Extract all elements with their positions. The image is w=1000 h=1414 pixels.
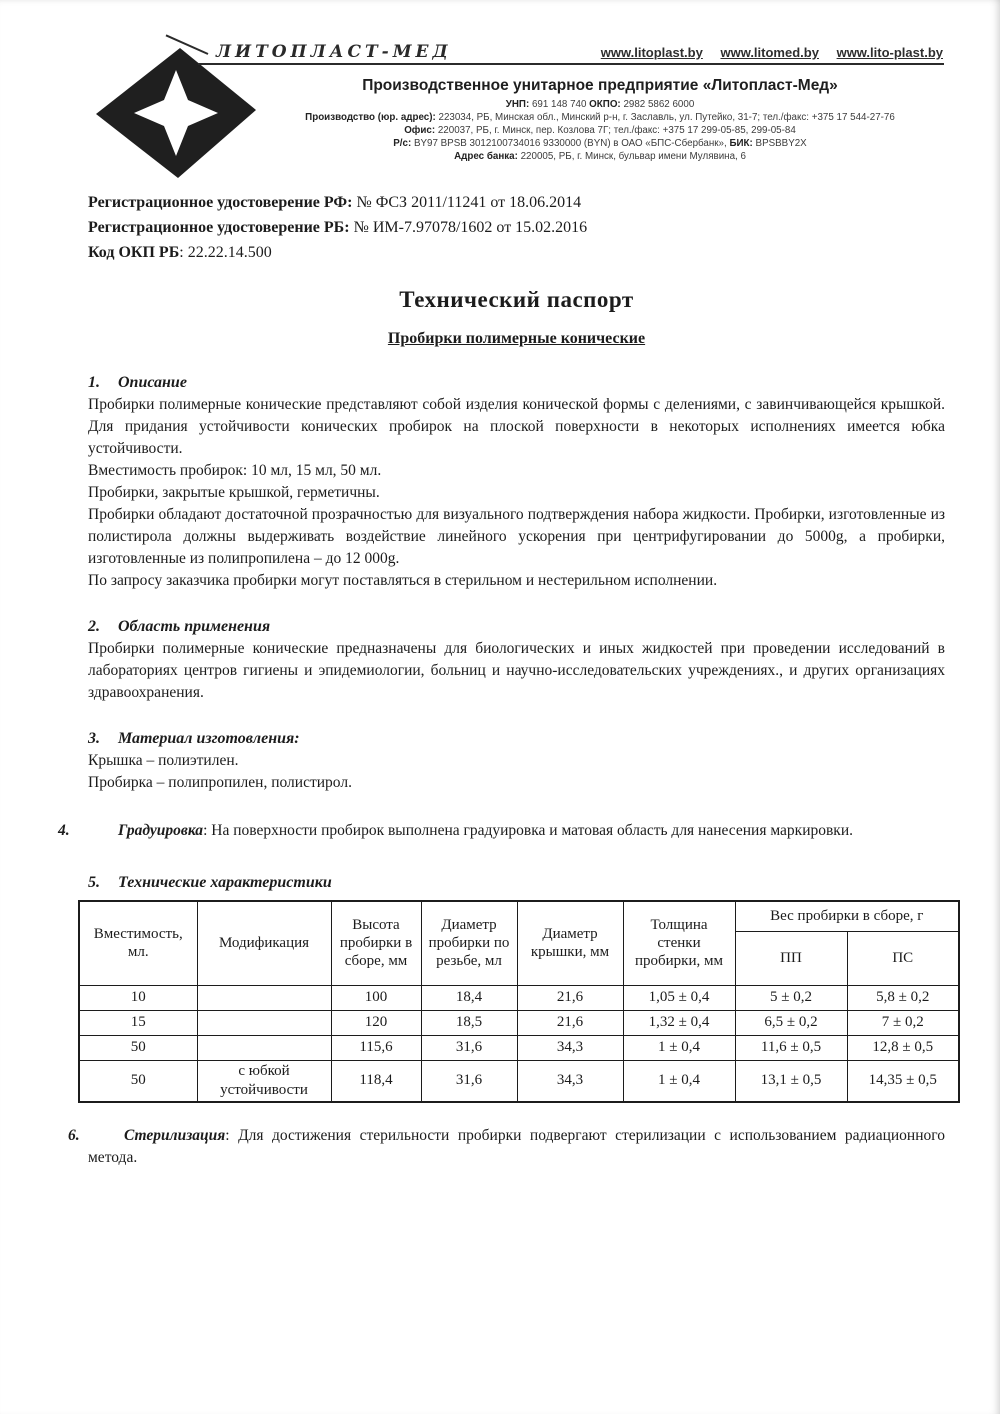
website-link-litomed: www.litomed.by bbox=[720, 45, 819, 60]
website-link-lito-plast: www.lito-plast.by bbox=[836, 45, 943, 60]
okpo-value: 2982 5862 6000 bbox=[623, 99, 695, 110]
column-header-height: Высота пробирки в сборе, мм bbox=[331, 901, 421, 985]
table-row bbox=[79, 985, 959, 1010]
website-link-litoplast: www.litoplast.by bbox=[600, 45, 703, 60]
table-cell: 120 bbox=[331, 1010, 421, 1035]
table-cell: 50 bbox=[79, 1035, 197, 1060]
section-4-text: : На поверхности пробирок выполнена градуировка и матовая область для нанесения маркировки. bbox=[203, 822, 854, 839]
bank-account-line bbox=[250, 137, 950, 150]
diamond-star-icon bbox=[94, 46, 258, 180]
table-cell: 100 bbox=[331, 985, 421, 1010]
section-1-number: 1. bbox=[88, 374, 100, 391]
table-cell bbox=[197, 1010, 331, 1035]
section-2-paragraph-1: Пробирки полимерные конические предназначены для биологических и иных жидкостей при проведении исследований в лабораториях центров гигиены и эпидемиологии, больниц и научно-исследовательских учреждениях., и других организациях здравоохранения. bbox=[88, 640, 945, 701]
production-value: 223034, РБ, Минская обл., Минский р-н, г. Заславль, ул. Путейко, 31-7; тел./факс: +375 17 544-27-76 bbox=[438, 112, 895, 123]
office-address-line bbox=[250, 124, 950, 137]
table-cell: 15 bbox=[79, 1010, 197, 1035]
document-title: Технический паспорт bbox=[399, 287, 634, 312]
column-header-capacity: Вместимость, мл. bbox=[79, 901, 197, 985]
unp-value: 691 148 740 bbox=[531, 99, 587, 110]
column-header-thread-diameter: Диаметр пробирки по резьбе, мл bbox=[421, 901, 517, 985]
company-details bbox=[250, 77, 950, 163]
section-3-line-2: Пробирка – полипропилен, полистирол. bbox=[88, 774, 352, 791]
table-cell: 6,5 ± 0,2 bbox=[735, 1010, 847, 1035]
registration-rf-value: № ФСЗ 2011/11241 от 18.06.2014 bbox=[356, 194, 582, 211]
section-4-number: 4. bbox=[58, 822, 70, 839]
section-5-title: Технические характеристики bbox=[118, 874, 332, 891]
column-header-pp: ПП bbox=[735, 931, 847, 985]
section-5-number: 5. bbox=[88, 874, 100, 891]
account-label: Р/с: bbox=[393, 138, 412, 149]
bik-label: БИК: bbox=[729, 138, 753, 149]
section-2-number: 2. bbox=[88, 618, 100, 635]
specifications-table bbox=[78, 900, 960, 1103]
okp-code-label: Код ОКП РБ bbox=[88, 244, 180, 261]
section-6-paragraph bbox=[68, 1125, 945, 1169]
okpo-label: ОКПО: bbox=[589, 99, 621, 110]
table-cell: 34,3 bbox=[517, 1035, 623, 1060]
column-header-wall-thickness: Толщина стенки пробирки, мм bbox=[623, 901, 735, 985]
registration-rb-label: Регистрационное удостоверение РБ: bbox=[88, 219, 350, 236]
column-header-weight: Вес пробирки в сборе, г bbox=[735, 901, 959, 931]
table-cell: 11,6 ± 0,5 bbox=[735, 1035, 847, 1060]
registration-rf-line bbox=[88, 190, 945, 215]
section-4-paragraph bbox=[58, 820, 945, 842]
section-3-number: 3. bbox=[88, 730, 100, 747]
table-cell: 13,1 ± 0,5 bbox=[735, 1060, 847, 1102]
table-cell: 10 bbox=[79, 985, 197, 1010]
unp-label: УНП: bbox=[505, 99, 530, 110]
table-cell: 12,8 ± 0,5 bbox=[847, 1035, 959, 1060]
table-cell: 18,4 bbox=[421, 985, 517, 1010]
table-cell: 1 ± 0,4 bbox=[623, 1035, 735, 1060]
document-body bbox=[58, 190, 945, 1169]
section-6-title: Стерилизация bbox=[124, 1126, 226, 1144]
office-value: 220037, РБ, г. Минск, пер. Козлова 7Г; тел./факс: +375 17 299-05-85, 299-05-84 bbox=[437, 125, 796, 136]
table-cell: 18,5 bbox=[421, 1010, 517, 1035]
section-6-text: : Для достижения стерильности пробирки подвергают стерилизации с использованием радиационного метода. bbox=[88, 1126, 945, 1166]
table-cell: 21,6 bbox=[517, 1010, 623, 1035]
website-links bbox=[587, 45, 943, 60]
section-1-paragraph-2: Вместимость пробирок: 10 мл, 15 мл, 50 мл. bbox=[88, 462, 382, 479]
table-cell: 31,6 bbox=[421, 1060, 517, 1102]
production-label: Производство (юр. адрес): bbox=[305, 112, 436, 123]
okp-code-value: : 22.22.14.500 bbox=[179, 244, 272, 261]
table-cell: 7 ± 0,2 bbox=[847, 1010, 959, 1035]
section-3-heading bbox=[88, 730, 945, 748]
bank-value: 220005, РБ, г. Минск, бульвар имени Мулявина, 6 bbox=[520, 151, 746, 162]
column-header-ps: ПС bbox=[847, 931, 959, 985]
registration-rb-line bbox=[88, 215, 945, 240]
table-row bbox=[79, 1035, 959, 1060]
bik-value: BPSBBY2X bbox=[755, 138, 807, 149]
column-header-cap-diameter: Диаметр крышки, мм bbox=[517, 901, 623, 985]
section-3-title: Материал изготовления: bbox=[118, 730, 300, 747]
section-2-title: Область применения bbox=[118, 618, 271, 635]
table-cell: 1,05 ± 0,4 bbox=[623, 985, 735, 1010]
table-cell bbox=[197, 985, 331, 1010]
table-cell: 31,6 bbox=[421, 1035, 517, 1060]
table-cell: 34,3 bbox=[517, 1060, 623, 1102]
table-cell: 5,8 ± 0,2 bbox=[847, 985, 959, 1010]
table-cell: 115,6 bbox=[331, 1035, 421, 1060]
section-2-heading bbox=[88, 618, 945, 636]
section-3-line-1: Крышка – полиэтилен. bbox=[88, 752, 239, 769]
column-header-modification: Модификация bbox=[197, 901, 331, 985]
okp-code-line bbox=[88, 240, 945, 265]
logo-wordmark: ЛИТОПЛАСТ-МЕД bbox=[216, 42, 452, 62]
table-cell: 118,4 bbox=[331, 1060, 421, 1102]
table-cell bbox=[197, 1035, 331, 1060]
table-cell: с юбкой устойчивости bbox=[197, 1060, 331, 1102]
table-cell: 50 bbox=[79, 1060, 197, 1102]
section-1-paragraph-3: Пробирки, закрытые крышкой, герметичны. bbox=[88, 484, 380, 501]
table-cell: 21,6 bbox=[517, 985, 623, 1010]
table-cell: 5 ± 0,2 bbox=[735, 985, 847, 1010]
section-5-heading bbox=[88, 874, 945, 892]
account-value: BY97 BPSB 3012100734016 9330000 (BYN) в ОАО «БПС-Сбербанк», bbox=[413, 138, 727, 149]
bank-label: Адрес банка: bbox=[454, 151, 518, 162]
registration-rb-value: № ИМ-7.97078/1602 от 15.02.2016 bbox=[353, 219, 588, 236]
registration-rf-label: Регистрационное удостоверение РФ: bbox=[88, 194, 353, 211]
document-subtitle: Пробирки полимерные конические bbox=[387, 330, 646, 347]
table-cell: 1,32 ± 0,4 bbox=[623, 1010, 735, 1035]
section-1-paragraph-1: Пробирки полимерные конические представляют собой изделия конической формы с делениями, с завинчивающейся крышкой. Для придания устойчивости конических пробирок на плоской поверхности в некоторых исполнениях имеется юбка устойчивости. bbox=[88, 396, 945, 457]
letterhead bbox=[0, 0, 1000, 188]
office-label: Офис: bbox=[404, 125, 436, 136]
header-rule bbox=[198, 63, 944, 65]
unp-line bbox=[250, 98, 950, 111]
table-row bbox=[79, 1060, 959, 1102]
production-address-line bbox=[250, 111, 950, 124]
section-1-title: Описание bbox=[118, 374, 187, 391]
section-1-paragraph-4: Пробирки обладают достаточной прозрачностью для визуального подтверждения набора жидкости. Пробирки, изготовленные из полистирола должны выдерживать воздействие линейного ускорения при центрифугировании до 5000g, а пробирки, изготовленные из полипропилена – до 12 000g. bbox=[88, 506, 945, 567]
section-6-number: 6. bbox=[68, 1126, 80, 1144]
table-cell: 14,35 ± 0,5 bbox=[847, 1060, 959, 1102]
section-1-heading bbox=[88, 374, 945, 392]
section-1-paragraph-5: По запросу заказчика пробирки могут поставляться в стерильном и нестерильном исполнении. bbox=[88, 572, 718, 589]
table-cell: 1 ± 0,4 bbox=[623, 1060, 735, 1102]
table-row bbox=[79, 1010, 959, 1035]
section-4-title: Градуировка bbox=[118, 822, 204, 839]
company-name: Производственное унитарное предприятие «Литопласт-Мед» bbox=[362, 77, 838, 94]
company-logo bbox=[94, 46, 258, 180]
bank-address-line bbox=[250, 150, 950, 163]
